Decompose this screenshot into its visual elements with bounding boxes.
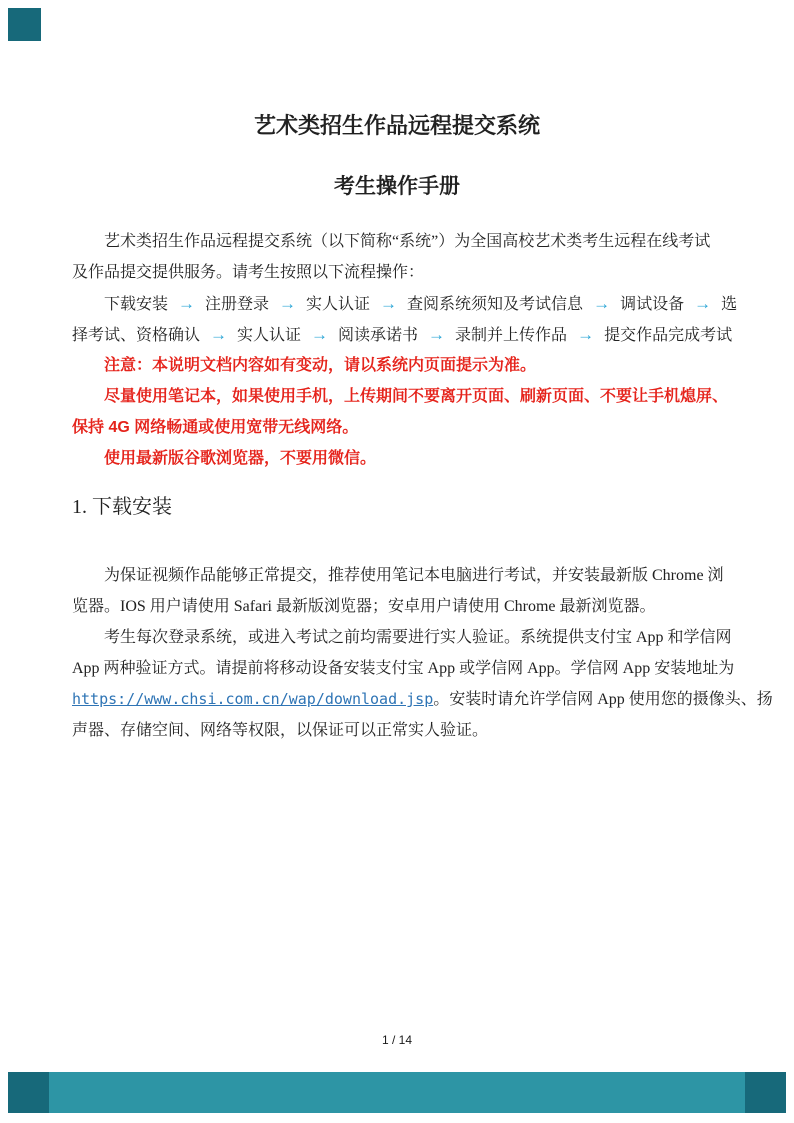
- intro-paragraph: [72, 226, 722, 288]
- text-line: 尽量使用笔记本，如果使用手机，上传期间不要离开页面、刷新页面、不要让手机熄屏、: [72, 388, 729, 405]
- text-segment: 阅读承诺书: [338, 327, 419, 344]
- text-segment: 实人认证: [306, 296, 371, 313]
- flow-arrow-icon: →: [380, 294, 398, 313]
- text-segment: 考生每次登录系统，或进入考试之前均需要进行实人验证。系统提供支付宝 App 和学信网: [72, 629, 732, 646]
- flow-arrow-icon: →: [210, 325, 228, 344]
- text-line: 注意：本说明文档内容如有变动，请以系统内页面提示为准。: [72, 357, 537, 374]
- section-heading-download-install: 1. 下载安装: [72, 496, 172, 518]
- text-line: 使用最新版谷歌浏览器，不要用微信。: [72, 450, 377, 467]
- bottom-decor-bar: [8, 1072, 786, 1113]
- page-number: 1 / 14: [381, 1033, 413, 1047]
- text-line: 览器。IOS 用户请使用 Safari 最新版浏览器；安卓用户请使用 Chrome 最新浏览器。: [72, 598, 656, 615]
- flow-arrow-icon: →: [593, 294, 611, 313]
- notice-paragraph: [72, 350, 729, 474]
- text-segment: 选: [721, 296, 738, 313]
- flow-arrow-icon: →: [178, 294, 196, 313]
- section-paragraph-verification: [72, 622, 773, 746]
- flow-arrow-icon: →: [279, 294, 297, 313]
- text-segment: 。安装时请允许学信网 App 使用您的摄像头、扬: [433, 691, 773, 708]
- flow-arrow-icon: →: [577, 325, 595, 344]
- text-line: [72, 622, 732, 653]
- text-line: [72, 684, 773, 715]
- text-segment: 提交作品完成考试: [604, 327, 733, 344]
- text-line: 为保证视频作品能够正常提交，推荐使用笔记本电脑进行考试，并安装最新版 Chrome 浏: [72, 567, 724, 584]
- doc-title: 艺术类招生作品远程提交系统: [253, 113, 540, 138]
- bottom-bar-right-cap: [745, 1072, 786, 1113]
- text-segment: 下载安装: [72, 296, 169, 313]
- text-segment: App 两种验证方式。请提前将移动设备安装支付宝 App 或学信网 App。学信网 App 安装地址为: [72, 660, 735, 677]
- text-line: 保持 4G 网络畅通或使用宽带无线网络。: [72, 419, 359, 436]
- text-segment: 查阅系统须知及考试信息: [407, 296, 584, 313]
- doc-subtitle: 考生操作手册: [334, 175, 460, 198]
- process-flow: [72, 288, 738, 350]
- text-line: [72, 319, 733, 350]
- bottom-bar-left-cap: [8, 1072, 49, 1113]
- flow-arrow-icon: →: [311, 325, 329, 344]
- text-line: [72, 715, 722, 746]
- text-segment: 实人认证: [237, 327, 302, 344]
- text-line: 艺术类招生作品远程提交系统（以下简称“系统”）为全国高校艺术类考生远程在线考试: [72, 233, 711, 250]
- section-paragraph-browser: [72, 560, 722, 622]
- top-left-decor-square: [8, 8, 41, 41]
- text-line: [72, 653, 735, 684]
- text-line: 及作品提交提供服务。请考生按照以下流程操作：: [72, 264, 425, 281]
- text-segment: 录制并上传作品: [455, 327, 568, 344]
- text-segment: 调试设备: [620, 296, 685, 313]
- text-line: [72, 288, 738, 319]
- text-segment: 注册登录: [205, 296, 270, 313]
- text-segment: 择考试、资格确认: [72, 327, 201, 344]
- text-segment: 声器、存储空间、网络等权限，以保证可以正常实人验证。: [72, 722, 489, 739]
- flow-arrow-icon: →: [428, 325, 446, 344]
- flow-arrow-icon: →: [694, 294, 712, 313]
- download-link[interactable]: https://www.chsi.com.cn/wap/download.jsp: [72, 690, 434, 708]
